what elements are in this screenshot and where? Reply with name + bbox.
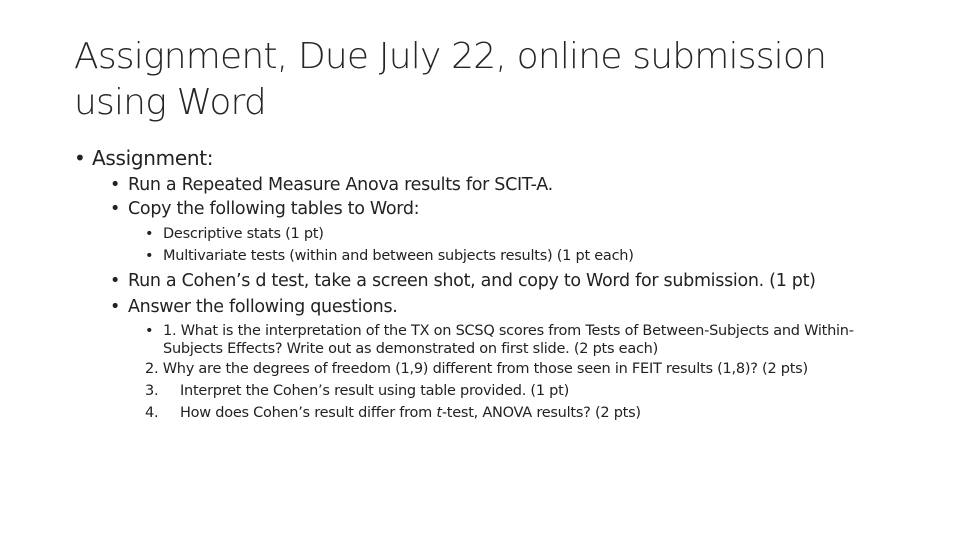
bullet-icon: • [110,199,121,219]
bullet-multivariate-tests [145,248,903,266]
question-number: 3. [145,383,159,399]
bullet-copy-tables [110,199,908,220]
bullet-icon: • [74,146,86,170]
bullet-text: Descriptive stats (1 pt) [163,226,324,242]
bullet-text: Multivariate tests (within and between subjects results) (1 pt each) [163,247,634,264]
question-text: How does Cohen’s result differ from [180,405,437,421]
bullet-descriptive-stats [145,226,903,244]
bullet-icon: • [145,226,154,242]
question-1 [145,323,903,358]
bullet-icon: • [110,175,121,195]
bullet-icon: • [145,247,154,264]
bullet-text: Answer the following questions. [128,297,398,317]
question-number: 4. [145,405,159,421]
bullet-text: Assignment: [92,146,214,170]
question-text: 1. What is the interpretation of the TX on SCSQ scores from Tests of Between-Subjects and Within-Subjects Effects? Write out as demonstrated on first slide. (2 pts each) [163,323,854,357]
bullet-icon: • [110,297,121,317]
bullet-text: Copy the following tables to Word: [128,199,420,219]
bullet-text: Run a Cohen’s d test, take a screen shot, and copy to Word for submission. (1 pt) [128,271,816,291]
bullet-cohen-test [110,271,908,292]
bullet-icon: • [145,323,154,339]
slide-title: Assignment, Due July 22, online submission using Word [74,36,827,123]
question-3 [145,382,894,401]
slide-body [74,140,894,423]
bullet-answer-questions [110,297,908,318]
question-text: Interpret the Cohen’s result using table provided. (1 pt) [180,383,569,399]
bullet-icon: • [110,271,121,291]
bullet-text: Run a Repeated Measure Anova results for SCIT-A. [128,175,553,195]
question-2 [145,360,885,379]
question-4 [145,404,894,423]
bullet-assignment [74,147,894,170]
bullet-run-anova [110,175,908,196]
question-text-rest: -test, ANOVA results? (2 pts) [441,405,641,421]
question-text: 2. Why are the degrees of freedom (1,9) different from those seen in FEIT results (1,8)? (2 pts) [145,361,808,377]
italic-t: t [436,405,442,421]
